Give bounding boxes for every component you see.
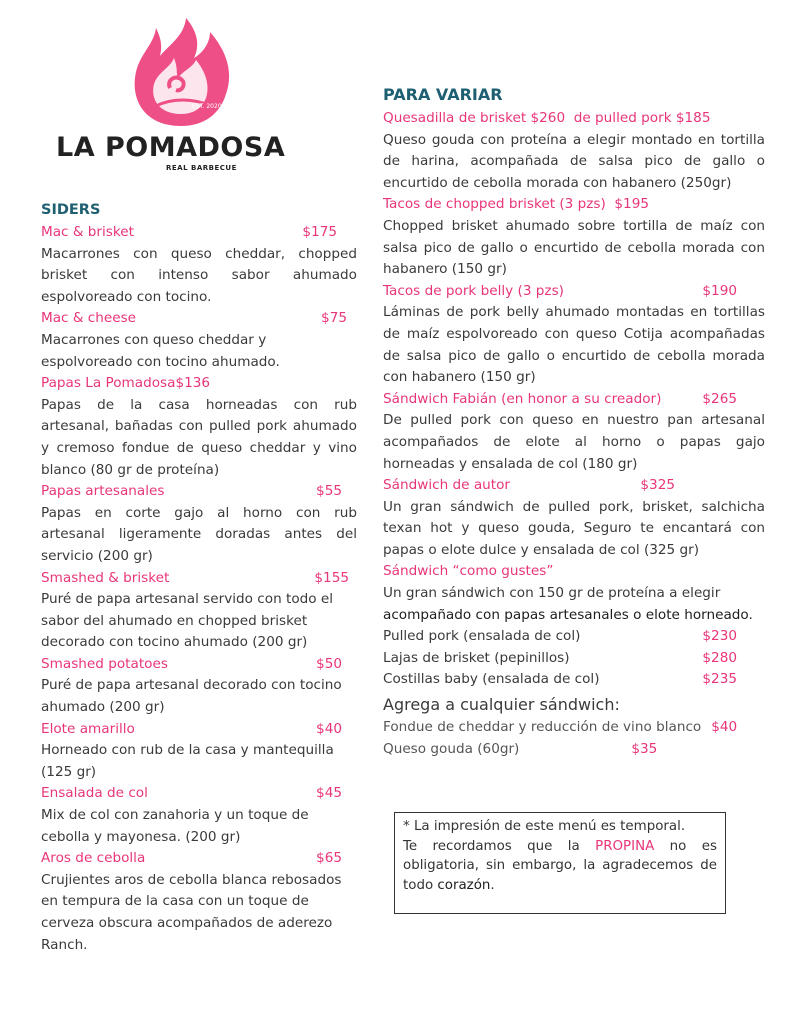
sider-item-desc: Puré de papa artesanal decorado con tocino ahumado (200 gr) [41, 677, 342, 716]
sider-item-head [41, 719, 357, 741]
sider-item-head [41, 308, 357, 330]
sider-item-price: $75 [321, 310, 347, 327]
option-row [383, 626, 765, 648]
sider-item-desc: Macarrones con queso cheddar y espolvoreado con tocino ahumado. [41, 331, 280, 370]
sider-item-head [41, 783, 357, 805]
sider-item-desc: Mix de col con zanahoria y un toque de cebolla y mayonesa. (200 gr) [41, 807, 309, 845]
addons-title: Agrega a cualquier sándwich: [383, 695, 620, 715]
variar-item-price: $190 [702, 282, 737, 299]
sider-item-name: Papas La Pomadosa [41, 375, 176, 392]
variar-item-desc: Un gran sándwich de pulled pork, brisket, salchicha texan hot y queso gouda, Seguro te encantará con papas o elote dulce y ensalada de col (325 gr) [383, 498, 765, 558]
variar-item-name: Tacos de pork belly (3 pzs) [383, 282, 564, 299]
flame-logo-icon [126, 14, 236, 129]
sider-item-price: $175 [302, 224, 337, 240]
addon-row [383, 739, 765, 761]
como-gustes-desc: Un gran sándwich con 150 gr de proteína a elegir [383, 585, 721, 602]
siders-section [41, 198, 357, 953]
logo [56, 14, 286, 172]
variar-item-desc: Láminas de pork belly ahumado montadas en tortillas de maíz espolvoreado con queso Cotija acompañadas de salsa pico de gallo o encurtido de cebolla morada con habanero (150 gr) [383, 304, 765, 386]
svg-text:EST. 2020: EST. 2020 [192, 103, 222, 110]
notice-line1: * La impresión de este menú es temporal. [403, 819, 686, 834]
variar-item-name: Sándwich de autor [383, 477, 511, 494]
variar-item-head [383, 194, 765, 216]
sider-item [41, 654, 357, 719]
sider-item-name: Smashed potatoes [41, 655, 168, 672]
sider-item [41, 719, 357, 784]
como-gustes-item [383, 561, 765, 691]
sider-item-head [41, 568, 357, 590]
como-gustes-name: Sándwich “como gustes” [383, 563, 554, 580]
option-row [383, 648, 765, 670]
sider-item [41, 222, 357, 308]
sider-item-price: $40 [316, 720, 342, 737]
sider-item [41, 373, 357, 481]
sider-item [41, 848, 357, 956]
sider-item [41, 481, 357, 567]
sider-item-desc: Macarrones con queso cheddar, chopped brisket con intenso sabor ahumado espolvoreado con tocino. [41, 245, 357, 305]
addon-price: $40 [711, 719, 738, 736]
addon-label: Fondue de cheddar y reducción de vino blanco [383, 719, 702, 736]
siders-title: SIDERS [41, 202, 101, 218]
variar-item-desc: Chopped brisket ahumado sobre tortilla de maíz con salsa pico de gallo o encurtido de cebolla morada con habanero (150 gr) [383, 217, 765, 278]
variar-item [383, 475, 765, 561]
variar-item-head [383, 108, 765, 130]
variar-item-name: Tacos de chopped brisket (3 pzs) $195 [383, 196, 650, 213]
variar-item-head [383, 281, 765, 303]
sider-item-name: Elote amarillo [41, 720, 135, 737]
addons-list [383, 717, 765, 760]
notice-text [403, 837, 717, 896]
sider-item-price: $45 [316, 785, 342, 802]
sider-item-name: Ensalada de col [41, 785, 148, 802]
sider-item-price: $50 [316, 655, 342, 672]
addon-label: Queso gouda (60gr) [383, 740, 520, 757]
sider-item-price: $136 [175, 375, 211, 392]
notice-propina: PROPINA [595, 838, 655, 854]
sider-item-price: $55 [316, 483, 342, 500]
sider-item-name: Mac & brisket [41, 224, 134, 240]
notice-pre: Te recordamos que la [403, 838, 596, 854]
sider-item [41, 783, 357, 848]
variar-item-desc: De pulled pork con queso en nuestro pan artesanal acompañados de elote al horno o papas gajo horneadas y ensalada de col (180 gr) [383, 412, 765, 472]
sider-item [41, 308, 357, 373]
variar-item [383, 194, 765, 280]
variar-item-head [383, 389, 765, 411]
option-label: Pulled pork (ensalada de col) [383, 628, 581, 645]
para-variar-title: PARA VARIAR [383, 85, 503, 104]
variar-item-head [383, 475, 765, 497]
sider-item-desc: Horneado con rub de la casa y mantequilla (125 gr) [41, 742, 334, 780]
notice-corazon: corazón [437, 877, 491, 893]
sider-item-name: Aros de cebolla [41, 850, 146, 867]
variar-item-name: Quesadilla de brisket $260 de pulled pork $185 [383, 110, 711, 126]
variar-item-price: $325 [640, 477, 675, 494]
variar-item [383, 281, 765, 389]
para-variar-section [383, 82, 765, 760]
addon-row [383, 717, 765, 739]
sider-item-name: Papas artesanales [41, 483, 165, 500]
addon-price: $35 [631, 740, 658, 757]
option-row [383, 669, 765, 691]
sider-item-name: Smashed & brisket [41, 569, 170, 586]
sider-item [41, 568, 357, 654]
option-label: Costillas baby (ensalada de col) [383, 671, 600, 688]
option-price: $235 [702, 671, 737, 688]
sider-item-desc: Papas en corte gajo al horno con rub artesanal ligeramente doradas antes del servicio (200 gr) [41, 504, 357, 564]
option-price: $280 [702, 649, 737, 666]
brand-name: LA POMADOSA [56, 132, 286, 163]
variar-item-desc: Queso gouda con proteína a elegir montado en tortilla de harina, acompañada de salsa pico de gallo o encurtido de cebolla morada con habanero (250gr) [383, 131, 765, 191]
sider-item-head [41, 848, 357, 870]
sider-item-desc: Crujientes aros de cebolla blanca rebosados en tempura de la casa con un toque de cerveza obscura acompañados de aderezo Ranch. [41, 871, 342, 953]
para-variar-list [383, 108, 765, 561]
sider-item-desc: Puré de papa artesanal servido con todo el sabor del ahumado en chopped brisket decorado con tocino ahumado (200 gr) [41, 591, 334, 651]
variar-item-name: Sándwich Fabián (en honor a su creador) [383, 390, 662, 407]
sider-item-desc: Papas de la casa horneadas con rub artesanal, bañadas con pulled pork ahumado y cremoso fondue de queso cheddar y vino blanco (80 gr de proteína) [41, 396, 357, 478]
como-gustes-desc-bold: acompañado con papas artesanales o elote horneado. [383, 606, 753, 623]
variar-item [383, 389, 765, 475]
sider-item-price: $65 [316, 850, 342, 867]
notice-mid: no es obligatoria, sin embargo, la agradecemos de todo [403, 838, 717, 893]
brand-tagline: REAL BARBECUE [166, 164, 237, 172]
variar-item [383, 108, 765, 194]
sider-item-head [41, 373, 357, 395]
variar-item-price: $265 [702, 390, 737, 407]
como-gustes-options [383, 626, 765, 691]
siders-list [41, 222, 357, 956]
sider-item-head [41, 481, 357, 503]
sider-item-head [41, 222, 357, 244]
option-price: $230 [702, 628, 737, 645]
notice-end: . [490, 877, 495, 893]
sider-item-head [41, 654, 357, 676]
sider-item-name: Mac & cheese [41, 310, 137, 327]
sider-item-price: $155 [314, 569, 349, 586]
option-label: Lajas de brisket (pepinillos) [383, 649, 570, 666]
notice-box [394, 812, 726, 914]
